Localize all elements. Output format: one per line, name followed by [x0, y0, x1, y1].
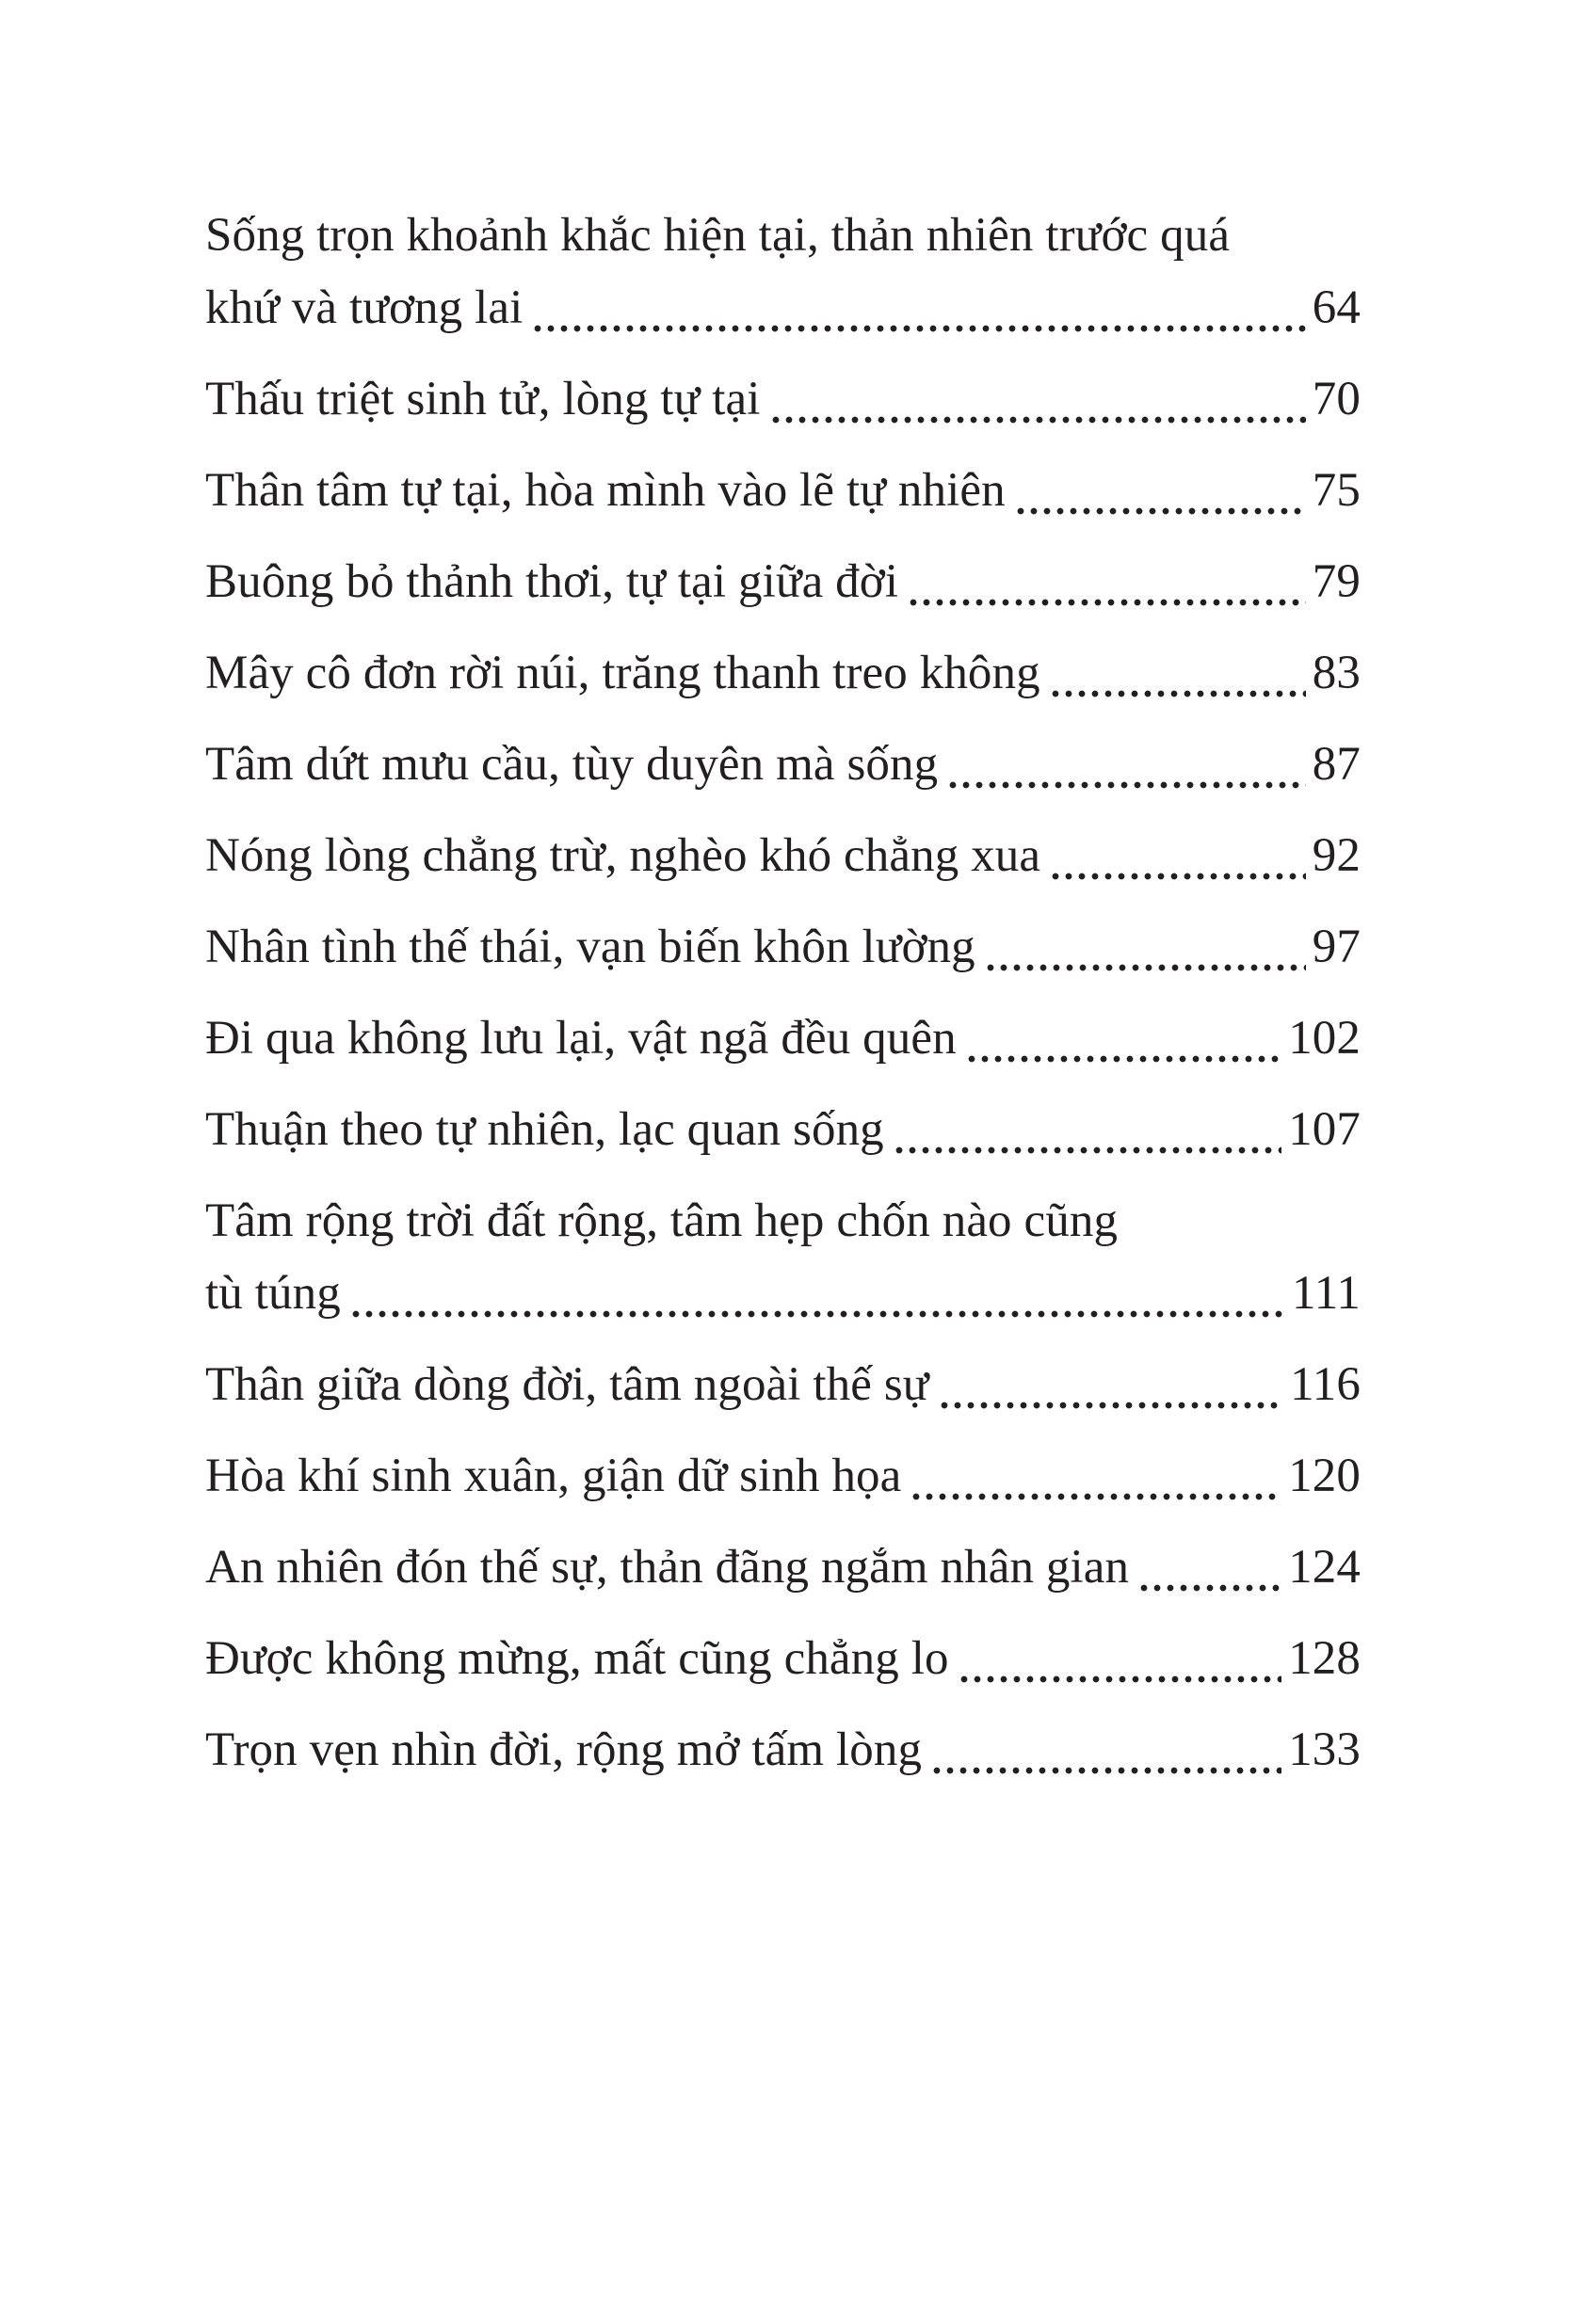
toc-entry — [205, 455, 1361, 527]
toc-entry — [205, 546, 1361, 618]
toc-entry-page-number: 79 — [1312, 555, 1361, 608]
toc-entry-last-line — [205, 455, 1361, 527]
toc-entry-last-line — [205, 1094, 1361, 1166]
dot-leader — [1049, 873, 1306, 880]
toc-entry-title: khứ và tương lai — [205, 281, 524, 334]
toc-entry-title: Hòa khí sinh xuân, giận dữ sinh họa — [205, 1450, 902, 1502]
toc-entry-page-number: 102 — [1288, 1012, 1361, 1065]
toc-entry-page-number: 120 — [1288, 1450, 1361, 1502]
toc-entry-page-number: 83 — [1312, 647, 1361, 699]
toc-entry-page-number: 128 — [1288, 1632, 1361, 1685]
toc-entry-wrap-line: Sống trọn khoảnh khắc hiện tại, thản nhiên trước quá — [205, 209, 1231, 262]
toc-entry-last-line — [205, 729, 1361, 801]
toc-entry-page-number: 97 — [1312, 921, 1361, 973]
toc-entry — [205, 1440, 1361, 1513]
toc-entry-wrap-lines — [205, 1185, 1361, 1258]
toc-entry-last-line — [205, 1623, 1361, 1695]
toc-entry-last-line — [205, 1531, 1361, 1604]
toc-entry-title: Nhân tình thế thái, vạn biến khôn lường — [205, 921, 975, 973]
toc-entry-page-number: 116 — [1290, 1358, 1361, 1411]
toc-entry-title: Tâm dứt mưu cầu, tùy duyên mà sống — [205, 738, 939, 791]
toc-entry-last-line — [205, 546, 1361, 618]
toc-entry-page-number: 75 — [1312, 464, 1361, 517]
toc-entry-last-line — [205, 911, 1361, 984]
toc-entry-page-number: 133 — [1288, 1723, 1361, 1776]
toc-entry — [205, 200, 1361, 345]
toc-entry-last-line — [205, 363, 1361, 436]
toc-entry-title: Đi qua không lưu lại, vật ngã đều quên — [205, 1012, 957, 1065]
toc-entry — [205, 1094, 1361, 1166]
dot-leader — [349, 1310, 1285, 1318]
toc-entry-last-line — [205, 1002, 1361, 1075]
toc-entry-page-number: 111 — [1291, 1267, 1361, 1320]
dot-leader — [893, 1146, 1281, 1154]
toc-entry-page-number: 92 — [1312, 829, 1361, 882]
toc-entry-title: Thấu triệt sinh tử, lòng tự tại — [205, 373, 761, 425]
dot-leader — [965, 1055, 1282, 1063]
toc-entry-title: Thuận theo tự nhiên, lạc quan sống — [205, 1103, 884, 1156]
dot-leader — [946, 781, 1306, 789]
dot-leader — [984, 964, 1306, 971]
toc-list — [205, 200, 1361, 1787]
toc-entry — [205, 729, 1361, 801]
dot-leader — [769, 416, 1306, 424]
toc-entry — [205, 911, 1361, 984]
dot-leader — [930, 1767, 1281, 1774]
toc-entry — [205, 1185, 1361, 1330]
dot-leader — [1049, 690, 1306, 697]
toc-entry-title: Thân tâm tự tại, hòa mình vào lẽ tự nhiên — [205, 464, 1006, 517]
toc-entry-last-line — [205, 272, 1361, 345]
toc-entry — [205, 1349, 1361, 1421]
toc-entry-page-number: 107 — [1288, 1103, 1361, 1156]
toc-entry-title: Mây cô đơn rời núi, trăng thanh treo không — [205, 647, 1040, 699]
toc-entry-page-number: 64 — [1312, 281, 1361, 334]
dot-leader — [531, 325, 1305, 332]
dot-leader — [958, 1675, 1282, 1683]
toc-entry-wrap-line: Tâm rộng trời đất rộng, tâm hẹp chốn nào cũng — [205, 1194, 1119, 1247]
dot-leader — [1014, 507, 1306, 515]
toc-entry — [205, 1531, 1361, 1604]
dot-leader — [910, 1493, 1281, 1500]
toc-entry-title: Thân giữa dòng đời, tâm ngoài thế sự — [205, 1358, 929, 1411]
toc-entry-title: Được không mừng, mất cũng chẳng lo — [205, 1632, 949, 1685]
toc-entry-last-line — [205, 637, 1361, 710]
toc-entry-title: Nóng lòng chẳng trừ, nghèo khó chẳng xua — [205, 829, 1041, 882]
toc-entry-page-number: 70 — [1312, 373, 1361, 425]
toc-entry-last-line — [205, 1349, 1361, 1421]
toc-entry — [205, 637, 1361, 710]
toc-entry-last-line — [205, 1440, 1361, 1513]
toc-entry-title: tù túng — [205, 1267, 341, 1320]
toc-entry — [205, 1002, 1361, 1075]
dot-leader — [938, 1402, 1284, 1409]
toc-entry-last-line — [205, 1714, 1361, 1787]
toc-entry-page-number: 124 — [1288, 1541, 1361, 1594]
toc-entry-title: An nhiên đón thế sự, thản đãng ngắm nhân gian — [205, 1541, 1130, 1594]
toc-entry — [205, 1623, 1361, 1695]
toc-entry — [205, 1714, 1361, 1787]
dot-leader — [907, 599, 1306, 606]
toc-entry-last-line — [205, 820, 1361, 892]
toc-entry-page-number: 87 — [1312, 738, 1361, 791]
toc-entry-title: Buông bỏ thảnh thơi, tự tại giữa đời — [205, 555, 899, 608]
toc-entry-title: Trọn vẹn nhìn đời, rộng mở tấm lòng — [205, 1723, 923, 1776]
toc-entry-last-line — [205, 1258, 1361, 1330]
toc-entry — [205, 820, 1361, 892]
dot-leader — [1137, 1584, 1281, 1592]
toc-entry-wrap-lines — [205, 200, 1361, 272]
toc-entry — [205, 363, 1361, 436]
